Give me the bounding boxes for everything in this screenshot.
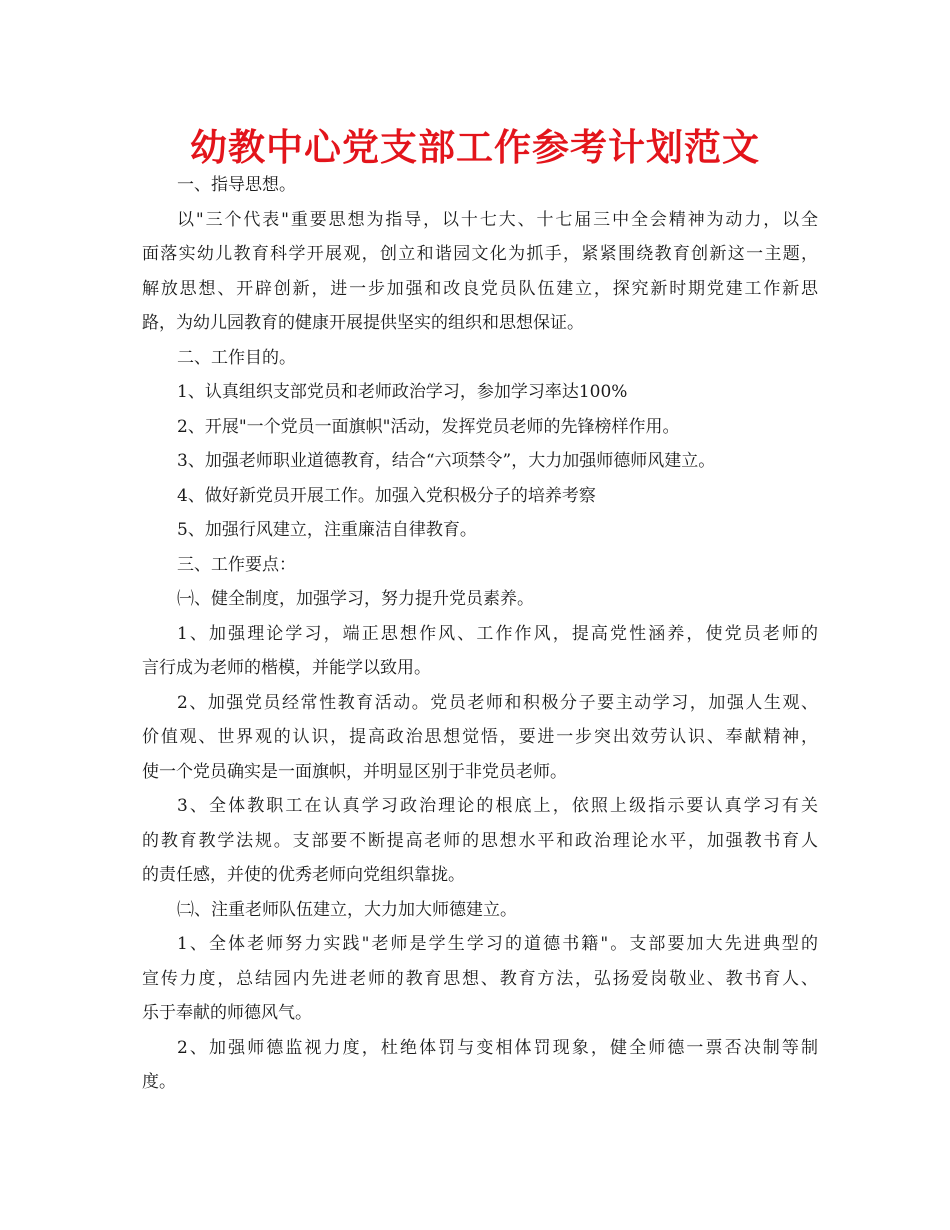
body-line: 3、加强老师职业道德教育，结合“六项禁令”，大力加强师德师风建立。 (177, 451, 716, 471)
body-line: 2、开展"一个党员一面旗帜"活动，发挥党员老师的先锋榜样作用。 (177, 416, 680, 437)
body-line: 宣传力度，总结园内先进老师的教育思想、教育方法，弘扬爱岗敬业、教书育人、 (142, 968, 818, 989)
document-title: 幼教中心党支部工作参考计划范文 (190, 126, 760, 169)
body-line: 3、全体教职工在认真学习政治理论的根底上，依照上级指示要认真学习有关 (177, 796, 818, 816)
body-line: 解放思想、开辟创新，进一步加强和改良党员队伍建立，探究新时期党建工作新思 (142, 278, 818, 299)
body-line: 1、全体老师努力实践"老师是学生学习的道德书籍"。支部要加大先进典型的 (177, 934, 818, 954)
body-line: 使一个党员确实是一面旗帜，并明显区别于非党员老师。 (142, 761, 567, 782)
body-line: 2、加强师德监视力度，杜绝体罚与变相体罚现象，健全师德一票否决制等制 (177, 1037, 818, 1058)
body-line: 面落实幼儿教育科学开展观，创立和谐园文化为抓手，紧紧围绕教育创新这一主题， (142, 244, 818, 264)
body-line: 价值观、世界观的认识，提高政治思想觉悟，要进一步突出效劳认识、奉献精神， (142, 727, 818, 747)
body-line: 三、工作要点： (177, 554, 296, 575)
body-line: 以"三个代表"重要思想为指导，以十七大、十七届三中全会精神为动力，以全 (177, 209, 818, 230)
body-line: 1、加强理论学习，端正思想作风、工作作风，提高党性涵养，使党员老师的 (177, 623, 818, 644)
body-line: 的责任感，并使的优秀老师向党组织靠拢。 (142, 865, 465, 885)
body-line: 一、指导思想。 (177, 175, 296, 195)
document-body (142, 168, 818, 1100)
body-line: 言行成为老师的楷模，并能学以致用。 (142, 658, 431, 678)
body-line: 1、认真组织支部党员和老师政治学习，参加学习率达100% (177, 382, 628, 402)
body-line: 度。 (142, 1072, 176, 1092)
body-line: 乐于奉献的师德风气。 (142, 1003, 312, 1023)
body-line: ㈡、注重老师队伍建立，大力加大师德建立。 (177, 899, 517, 920)
body-line: 5、加强行风建立，注重廉洁自律教育。 (177, 520, 477, 540)
body-line: 的教育教学法规。支部要不断提高老师的思想水平和政治理论水平，加强教书育人 (142, 830, 818, 851)
body-line: ㈠、健全制度，加强学习，努力提升党员素养。 (177, 589, 534, 609)
body-line: 2、加强党员经常性教育活动。党员老师和积极分子要主动学习，加强人生观、 (177, 692, 818, 713)
body-line: 4、做好新党员开展工作。加强入党积极分子的培养考察 (177, 485, 596, 506)
body-line: 路，为幼儿园教育的健康开展提供坚实的组织和思想保证。 (142, 313, 584, 333)
body-line: 二、工作目的。 (177, 347, 296, 368)
